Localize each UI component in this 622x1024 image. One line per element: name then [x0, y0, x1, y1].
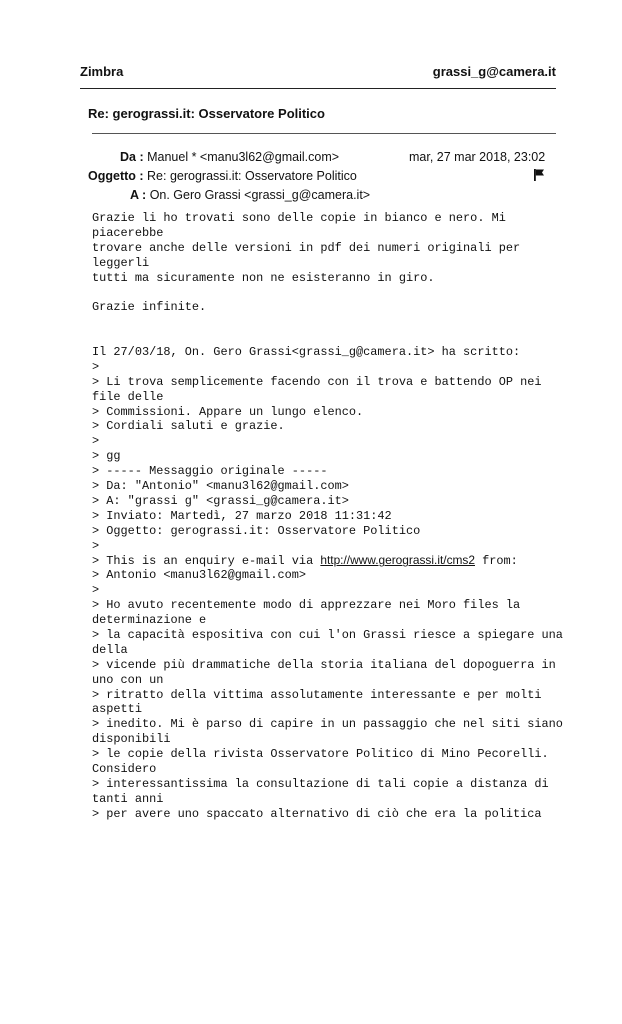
- app-name: Zimbra: [80, 64, 124, 79]
- body-line-suffix: from:: [474, 554, 518, 569]
- subject-divider: [92, 133, 556, 134]
- top-divider: [80, 88, 556, 89]
- from-label: Da :: [120, 150, 144, 164]
- body-line: > Inviato: Martedì, 27 marzo 2018 11:31:42: [92, 508, 392, 523]
- body-line: [92, 315, 552, 330]
- body-line: >: [92, 359, 100, 374]
- body-line: > Oggetto: gerograssi.it: Osservatore Politico: [92, 523, 421, 538]
- body-line: aspetti: [92, 702, 142, 717]
- body-line: > Cordiali saluti e grazie.: [92, 419, 285, 434]
- body-line: file delle: [92, 389, 164, 404]
- subject-label: Oggetto :: [88, 169, 144, 183]
- body-line: disponibili: [92, 732, 171, 747]
- from-value[interactable]: Manuel * <manu3l62@gmail.com>: [147, 150, 340, 164]
- body-line: >: [92, 583, 100, 598]
- thread-subject: Re: gerograssi.it: Osservatore Politico: [88, 106, 325, 121]
- body-line: > Li trova semplicemente facendo con il trova e battendo OP nei: [92, 374, 542, 389]
- body-line: tanti anni: [92, 791, 164, 806]
- account-email[interactable]: grassi_g@camera.it: [432, 64, 556, 79]
- body-line: > interessantissima la consultazione di tali copie a distanza di: [92, 776, 549, 791]
- body-line: della: [92, 642, 128, 657]
- flag-icon[interactable]: [533, 168, 545, 182]
- body-line: tutti ma sicuramente non ne esisteranno in giro.: [92, 270, 435, 285]
- body-line: Considero: [92, 761, 157, 776]
- from-row: [120, 150, 339, 164]
- body-line: [92, 285, 552, 300]
- message-date: mar, 27 mar 2018, 23:02: [409, 150, 546, 164]
- body-line: [92, 330, 552, 345]
- subject-value: Re: gerograssi.it: Osservatore Politico: [147, 169, 357, 183]
- body-line-prefix: > This is an enquiry e-mail via: [92, 554, 321, 569]
- body-line: Grazie li ho trovati sono delle copie in bianco e nero. Mi: [92, 211, 506, 225]
- subject-row: [88, 169, 357, 183]
- body-line: > ritratto della vittima assolutamente interessante e per molti: [92, 687, 542, 702]
- top-bar: [80, 64, 556, 84]
- body-line: determinazione e: [92, 613, 207, 628]
- body-line: > Antonio <manu3l62@gmail.com>: [92, 568, 307, 583]
- body-line: trovare anche delle versioni in pdf dei numeri originali per: [92, 240, 521, 255]
- to-value[interactable]: On. Gero Grassi <grassi_g@camera.it>: [149, 188, 371, 202]
- body-line: > le copie della rivista Osservatore Politico di Mino Pecorelli.: [92, 747, 549, 762]
- body-line: > Da: "Antonio" <manu3l62@gmail.com>: [92, 479, 349, 494]
- body-line: > A: "grassi g" <grassi_g@camera.it>: [92, 493, 349, 508]
- body-line: > per avere uno spaccato alternativo di ciò che era la politica: [92, 806, 542, 821]
- body-line: >: [92, 434, 100, 449]
- body-line: [92, 553, 552, 568]
- body-line: Grazie infinite.: [92, 300, 207, 315]
- body-line: leggerli: [92, 255, 150, 270]
- body-line: > gg: [92, 449, 121, 464]
- body-line: > Commissioni. Appare un lungo elenco.: [92, 404, 364, 419]
- body-line: >: [92, 538, 100, 553]
- body-line: piacerebbe: [92, 225, 164, 240]
- body-line: uno con un: [92, 672, 164, 687]
- body-line: > vicende più drammatiche della storia italiana del dopoguerra in: [92, 657, 556, 672]
- body-line: Il 27/03/18, On. Gero Grassi<grassi_g@camera.it> ha scritto:: [92, 345, 521, 360]
- message-body: [92, 211, 563, 822]
- enquiry-link[interactable]: http://www.gerograssi.it/cms2: [320, 553, 475, 568]
- body-line: > inedito. Mi è parso di capire in un passaggio che nel siti siano: [92, 717, 563, 732]
- to-label: A :: [130, 188, 147, 202]
- to-row: [130, 188, 370, 202]
- body-line: > Ho avuto recentemente modo di apprezzare nei Moro files la: [92, 598, 521, 613]
- body-line: > la capacità espositiva con cui l'on Grassi riesce a spiegare una: [92, 627, 563, 642]
- body-line: > ----- Messaggio originale -----: [92, 464, 328, 479]
